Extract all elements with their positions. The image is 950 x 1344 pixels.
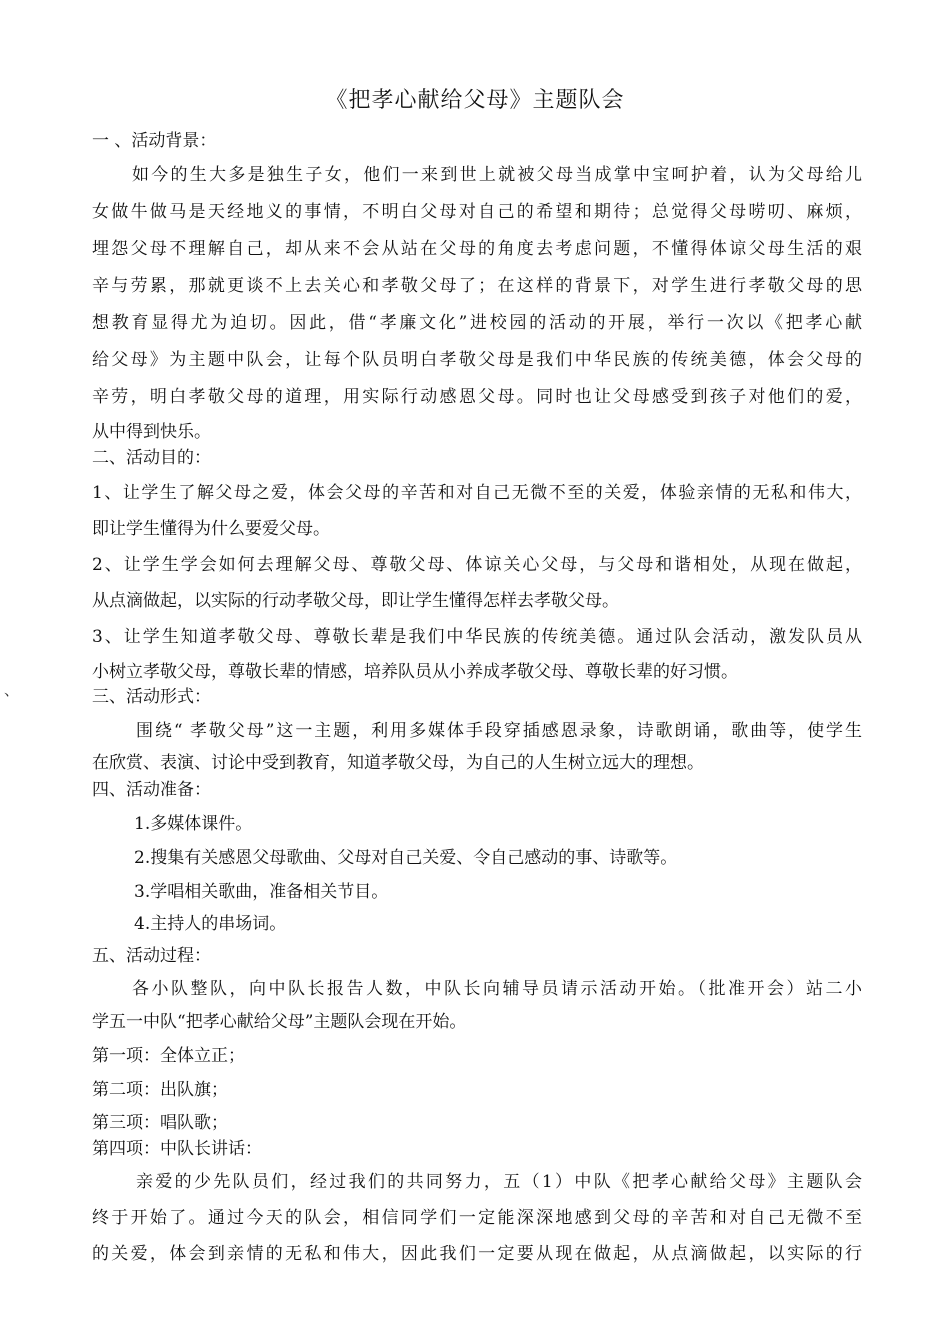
paragraph-line: 埋怨父母不理解自己，却从来不会从站在父母的角度去考虑问题，不懂得体谅父母生活的艰 (92, 239, 862, 259)
step-item: 第三项：唱队歌； (92, 1113, 228, 1133)
paragraph-line: 的关爱，体会到亲情的无私和伟大，因此我们一定要从现在做起，从点滴做起，以实际的行 (92, 1244, 862, 1264)
paragraph-line: 即让学生懂得为什么要爱父母。 (92, 519, 330, 539)
paragraph-line: 小树立孝敬父母，尊敬长辈的情感，培养队员从小养成孝敬父母、尊敬长辈的好习惯。 (92, 662, 738, 682)
paragraph-line: 辛与劳累，那就更谈不上去关心和孝敬父母了；在这样的背景下，对学生进行孝敬父母的思 (92, 276, 862, 296)
paragraph-line: 如今的生大多是独生子女，他们一来到世上就被父母当成掌中宝呵护着，认为父母给儿 (132, 165, 862, 185)
paragraph-line: 围绕“ 孝敬父母”这一主题，利用多媒体手段穿插感恩录象，诗歌朗诵，歌曲等，使学生 (136, 721, 862, 741)
stray-mark: 、 (4, 681, 20, 699)
paragraph-line: 辛劳，明白孝敬父母的道理，用实际行动感恩父母。同时也让父母感受到孩子对他们的爱， (92, 387, 862, 407)
section-heading-background: 一 、活动背景： (92, 131, 217, 151)
section-heading-preparation: 四、活动准备： (92, 780, 211, 800)
paragraph-line: 从中得到快乐。 (92, 422, 211, 442)
list-item: 2.搜集有关感恩父母歌曲、父母对自己关爱、令自己感动的事、诗歌等。 (134, 848, 678, 868)
paragraph-line: 学五一中队“把孝心献给父母”主题队会现在开始。 (92, 1012, 467, 1032)
list-item: 4.主持人的串场词。 (134, 914, 287, 934)
step-item: 第四项：中队长讲话： (92, 1139, 262, 1159)
paragraph-line: 给父母》为主题中队会，让每个队员明白孝敬父母是我们中华民族的传统美德，体会父母的 (92, 350, 862, 370)
section-heading-purpose: 二、活动目的： (92, 448, 211, 468)
section-heading-process: 五、活动过程： (92, 946, 211, 966)
paragraph-line: 亲爱的少先队员们，经过我们的共同努力，五（1）中队《把孝心献给父母》主题队会 (136, 1172, 862, 1192)
paragraph-line: 女做牛做马是天经地义的事情，不明白父母对自己的希望和期待；总觉得父母唠叨、麻烦， (92, 202, 862, 222)
step-item: 第一项：全体立正； (92, 1046, 245, 1066)
step-item: 第二项：出队旗； (92, 1080, 228, 1100)
paragraph-line: 2、让学生学会如何去理解父母、尊敬父母、体谅关心父母，与父母和谐相处，从现在做起， (92, 555, 862, 575)
list-item: 3.学唱相关歌曲，准备相关节目。 (134, 882, 389, 902)
list-item: 1.多媒体课件。 (134, 814, 253, 834)
paragraph-line: 从点滴做起，以实际的行动孝敬父母，即让学生懂得怎样去孝敬父母。 (92, 591, 619, 611)
section-heading-form: 三、活动形式： (92, 687, 211, 707)
paragraph-line: 在欣赏、表演、讨论中受到教育，知道孝敬父母，为自己的人生树立远大的理想。 (92, 753, 704, 773)
paragraph-line: 3、让学生知道孝敬父母、尊敬长辈是我们中华民族的传统美德。通过队会活动，激发队员从 (92, 627, 862, 647)
paragraph-line: 1、让学生了解父母之爱，体会父母的辛苦和对自己无微不至的关爱，体验亲情的无私和伟大， (92, 483, 862, 503)
document-title: 《把孝心献给父母》主题队会 (325, 88, 625, 113)
paragraph-line: 终于开始了。通过今天的队会，相信同学们一定能深深地感到父母的辛苦和对自己无微不至 (92, 1208, 862, 1228)
paragraph-line: 各小队整队，向中队长报告人数，中队长向辅导员请示活动开始。（批准开会）站二小 (132, 979, 862, 999)
paragraph-line: 想教育显得尤为迫切。因此，借“孝廉文化”进校园的活动的开展，举行一次以《把孝心献 (92, 313, 862, 333)
